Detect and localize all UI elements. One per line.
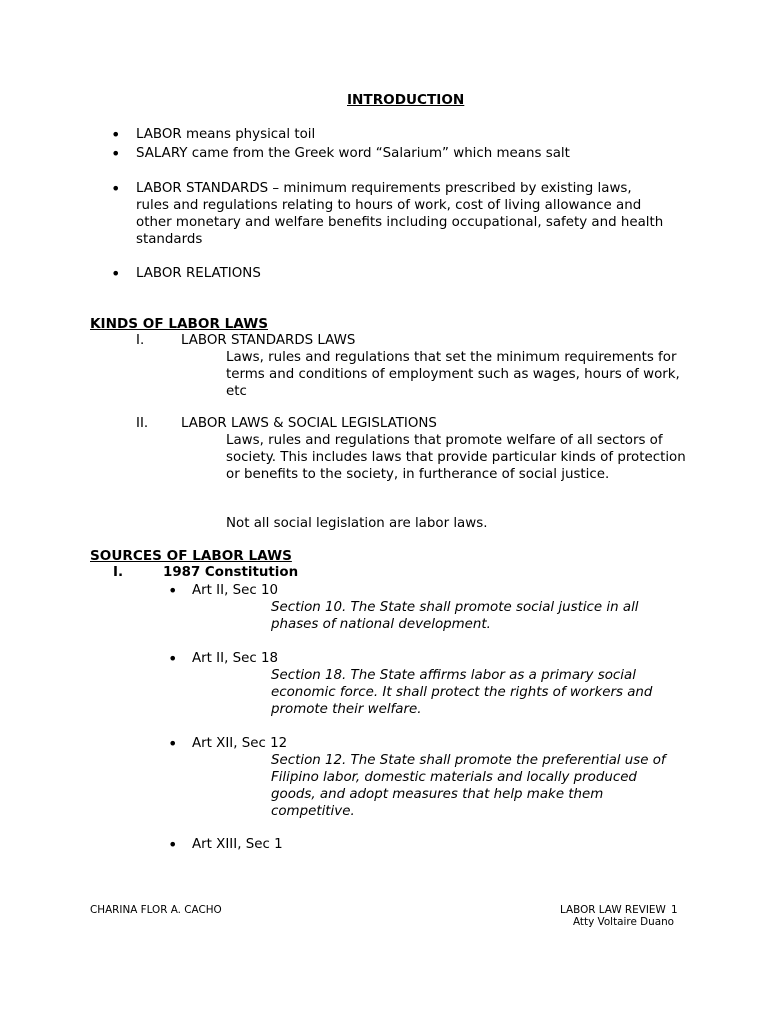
bullet-icon: • [168,835,178,854]
bullet-icon: • [111,179,121,198]
source-ref: Art XII, Sec 12 [192,736,288,751]
kinds-heading: KINDS OF LABOR LAWS [90,316,269,332]
bullet-icon: • [168,581,178,600]
source-ref: Art II, Sec 10 [192,583,278,598]
kinds-numeral: I. [136,333,145,348]
kinds-numeral: II. [136,416,149,431]
intro-item-labor: LABOR means physical toil [136,127,316,142]
bullet-icon: • [111,144,121,163]
sources-heading: SOURCES OF LABOR LAWS [90,548,292,564]
bullet-icon: • [168,734,178,753]
kinds-label: LABOR STANDARDS LAWS [181,333,356,348]
intro-item-labor-relations: LABOR RELATIONS [136,266,261,281]
kinds-description: Laws, rules and regulations that promote welfare of all sectors of society. This includes laws that provide particular kinds of protection or benefits to the society, in furtherance of social justice. [226,433,686,482]
kinds-note: Not all social legislation are labor laws. [226,516,488,531]
footer-page-number: 1 [671,904,678,916]
bullet-icon: • [111,125,121,144]
sources-label: 1987 Constitution [163,565,299,580]
footer-instructor: Atty Voltaire Duano [573,916,675,928]
page-title: INTRODUCTION [347,92,465,108]
footer-author: CHARINA FLOR A. CACHO [90,904,222,916]
source-ref: Art XIII, Sec 1 [192,837,283,852]
source-text: Section 10. The State shall promote social justice in all phases of national development. [271,600,639,632]
source-text: Section 18. The State affirms labor as a primary social economic force. It shall protect the rights of workers and promote their welfare. [271,668,653,717]
kinds-label: LABOR LAWS & SOCIAL LEGISLATIONS [181,416,437,431]
intro-item-salary: SALARY came from the Greek word “Salarium” which means salt [136,146,570,161]
intro-item-labor-standards: LABOR STANDARDS – minimum requirements prescribed by existing laws, rules and regulations relating to hours of work, cost of living allowance and other monetary and welfare benefits including occupational, safety and health standards [136,181,664,247]
bullet-icon: • [111,264,121,283]
footer-doc-title: LABOR LAW REVIEW [560,904,666,916]
bullet-icon: • [168,649,178,668]
source-text: Section 12. The State shall promote the preferential use of Filipino labor, domestic materials and locally produced goods, and adopt measures that help make them competitive. [271,753,666,819]
kinds-description: Laws, rules and regulations that set the minimum requirements for terms and conditions of employment such as wages, hours of work, etc [226,350,680,399]
source-ref: Art II, Sec 18 [192,651,278,666]
sources-numeral: I. [113,565,124,580]
